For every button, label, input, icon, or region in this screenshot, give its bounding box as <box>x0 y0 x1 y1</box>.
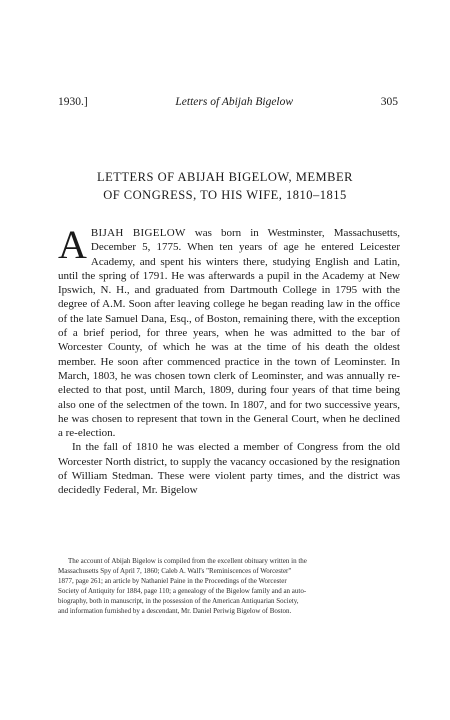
body-text <box>58 222 400 498</box>
footnote-line: and information furnished by a descendant, Mr. Daniel Periwig Bigelow of Boston. <box>58 607 292 615</box>
paragraph-1 <box>58 222 400 440</box>
footnote <box>58 556 400 616</box>
article-title-line-2: OF CONGRESS, TO HIS WIFE, 1810–1815 <box>103 188 347 202</box>
footnote-line: The account of Abijah Bigelow is compiled from the excellent obituary written in the <box>68 557 307 565</box>
paragraph-1-text: was born in Westminster, Massachusetts, December 5, 1775. When ten years of age he entered Leicester Academy, and spent his winters there, studying English and Latin, until the spring of 1791. He was afterwards a pupil in the Academy at New Ipswich, N. H., and graduated from Dartmouth College in 1795 with the degree of A.M. Soon after leaving college he began reading law in the office of the late Samuel Dana, Esq., of Boston, remaining there, with the exception of a brief period, for three years, when he was admitted to the bar of Worcester County, of which he was at the time of his death the oldest member. He soon after commenced practice in the town of Leominster. In March, 1803, he was chosen town clerk of Leominster, and was annually re-elected to that post, until March, 1809, during four years of that time being also one of the selectmen of the town. In 1807, and for two successive years, he was chosen to represent that town in the General Court, when he declined a re-election. <box>58 227 400 440</box>
footnote-line: 1877, page 261; an article by Nathaniel Paine in the Proceedings of the Worcester <box>58 577 287 585</box>
running-head-title: Letters of Abijah Bigelow <box>175 96 294 108</box>
footnote-line: Society of Antiquity for 1884, page 110; a genealogy of the Bigelow family and an auto- <box>58 587 307 595</box>
paragraph-2: In the fall of 1810 he was elected a member of Congress from the old Worcester North district, to supply the vacancy occasioned by the resignation of William Stedman. These were violent party times, and the district was decidedly Federal, Mr. Bigelow <box>58 441 400 497</box>
running-head <box>58 96 398 108</box>
footnote-line: Massachusetts Spy of April 7, 1860; Caleb A. Wall's "Reminiscences of Worcester" <box>58 567 292 575</box>
footnote-line: biography, both in manuscript, in the possession of the American Antiquarian Society, <box>58 597 299 605</box>
opening-name: BIJAH BIGELOW <box>90 227 186 239</box>
page-number: 305 <box>380 96 398 108</box>
article-title-line-1: LETTERS OF ABIJAH BIGELOW, MEMBER <box>97 170 353 184</box>
drop-cap: A <box>58 222 87 267</box>
article-title <box>50 168 400 204</box>
running-head-year: 1930.] <box>58 96 88 108</box>
